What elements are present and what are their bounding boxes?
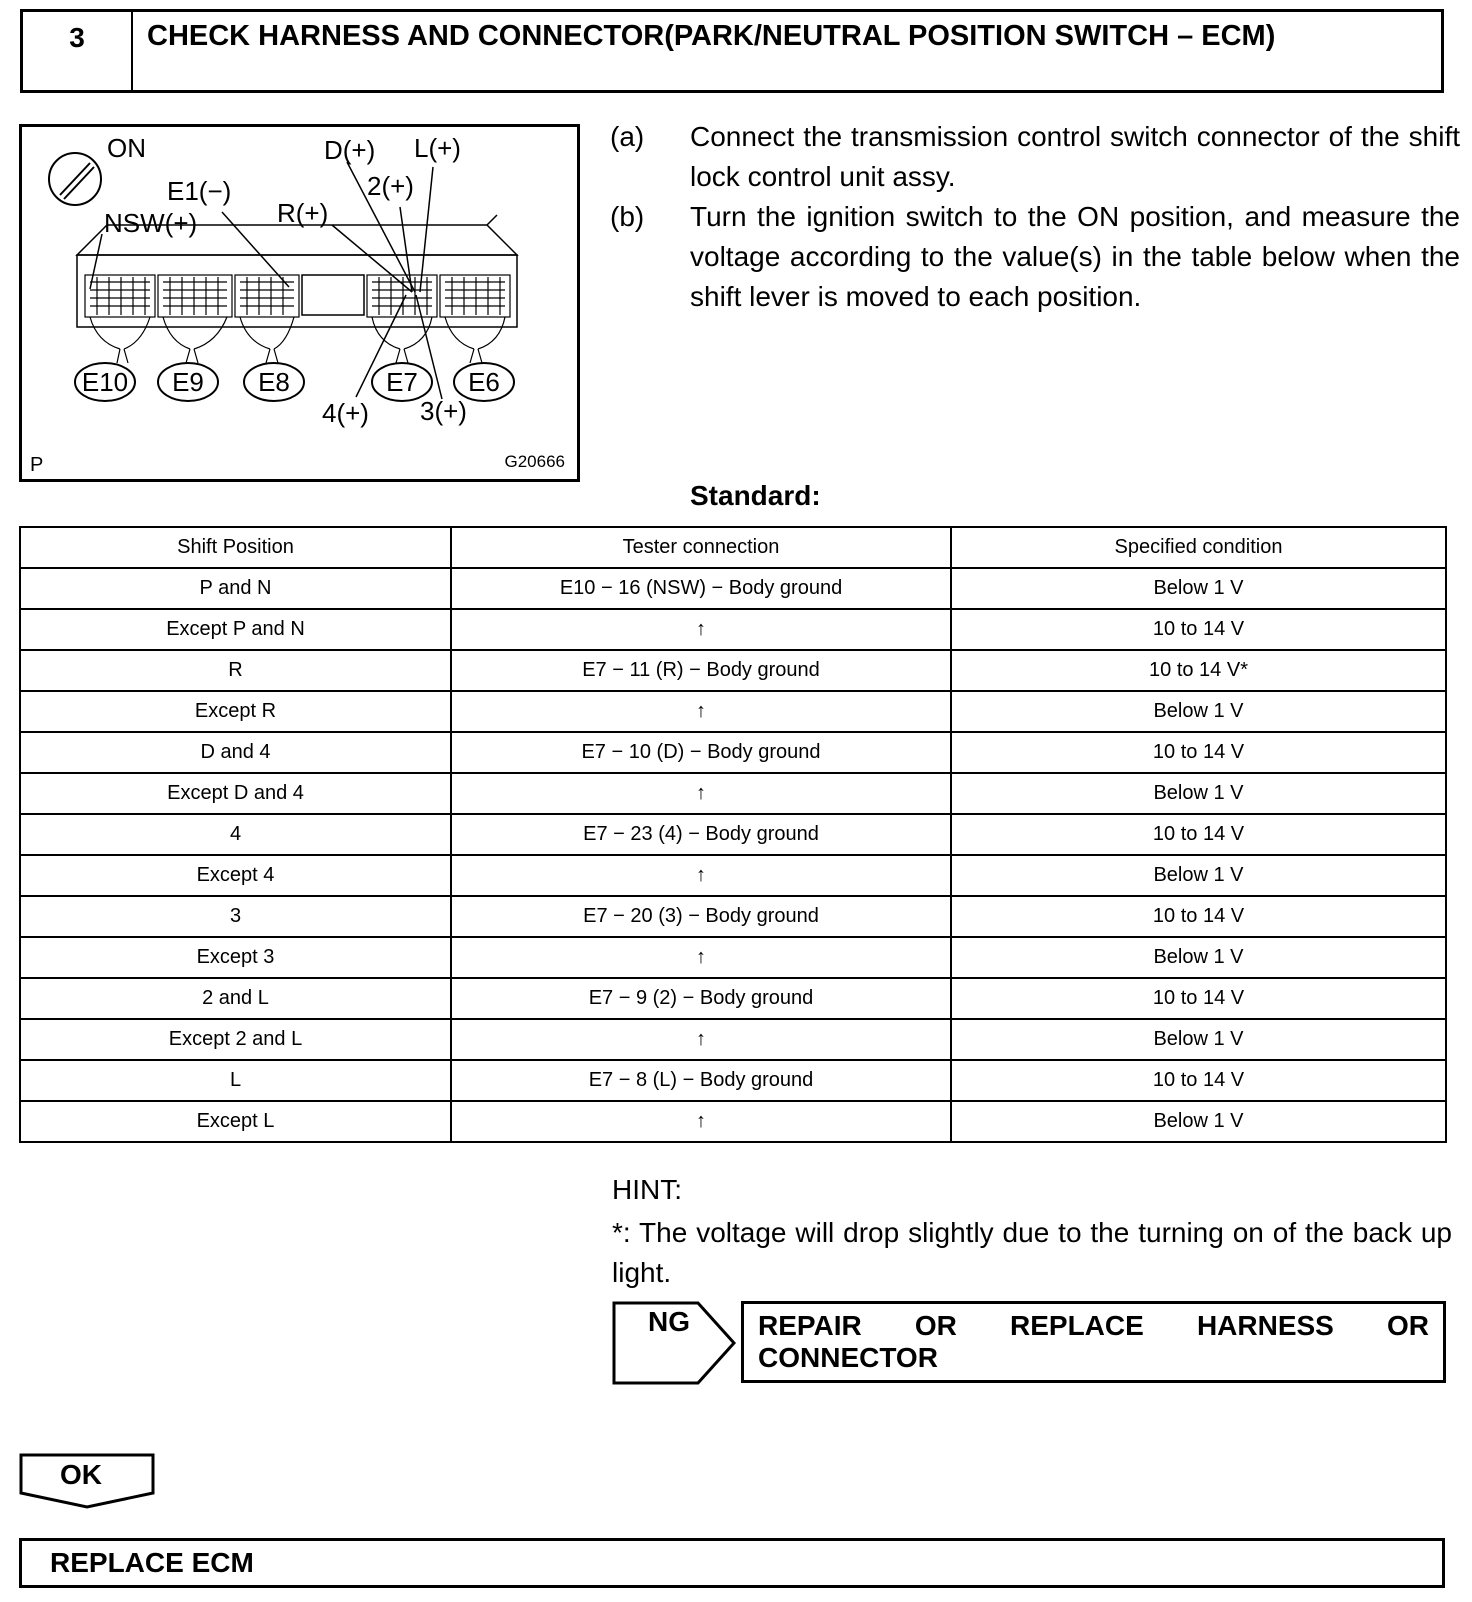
instruction-letter: (b) [610, 201, 645, 232]
table-row [20, 609, 1446, 650]
hint-text: *: The voltage will drop slightly due to the turning on of the back up light. [612, 1217, 1452, 1288]
instruction-text: Connect the transmission control switch connector of the shift lock control unit assy. [690, 121, 1460, 192]
table-row [20, 896, 1446, 937]
cell-tester-connection: ↑ [451, 609, 951, 650]
connector-blocks [85, 275, 510, 317]
table-row [20, 1101, 1446, 1142]
cell-specified-condition: 10 to 14 V [951, 1060, 1446, 1101]
figure-corner-label: P [30, 454, 44, 476]
cell-specified-condition: Below 1 V [951, 1019, 1446, 1060]
table-row [20, 978, 1446, 1019]
cell-tester-connection: ↑ [451, 855, 951, 896]
cell-tester-connection: E10 − 16 (NSW) − Body ground [451, 568, 951, 609]
ng-action-word: REPLACE [1010, 1310, 1144, 1341]
cell-specified-condition: 10 to 14 V [951, 814, 1446, 855]
connector-label-e9: E9 [172, 367, 204, 397]
cell-specified-condition: Below 1 V [951, 855, 1446, 896]
table-row [20, 937, 1446, 978]
cell-shift-position: Except 3 [20, 937, 451, 978]
ng-action-word: OR [914, 1310, 957, 1341]
cell-shift-position: 4 [20, 814, 451, 855]
cell-tester-connection: E7 − 9 (2) − Body ground [451, 978, 951, 1019]
connector-label-e10: E10 [81, 367, 129, 397]
cell-shift-position: Except D and 4 [20, 773, 451, 814]
cell-tester-connection: E7 − 10 (D) − Body ground [451, 732, 951, 773]
connector-label-e6: E6 [468, 367, 500, 397]
cell-shift-position: Except 4 [20, 855, 451, 896]
table-row [20, 732, 1446, 773]
figure-code: G20666 [504, 452, 565, 471]
step-header [20, 9, 1444, 93]
header-specified-condition: Specified condition [951, 527, 1446, 568]
table-row [20, 855, 1446, 896]
cell-shift-position: 3 [20, 896, 451, 937]
cell-shift-position: L [20, 1060, 451, 1101]
instruction-letter: (a) [610, 121, 645, 152]
connector-label-e8: E8 [258, 367, 290, 397]
ng-action-box [741, 1301, 1446, 1383]
cell-shift-position: R [20, 650, 451, 691]
ng-action-line1 [758, 1310, 1429, 1342]
ng-action-word: REPAIR [758, 1310, 862, 1341]
terminal-label-3: 3(+) [420, 396, 467, 426]
cell-specified-condition: 10 to 14 V* [951, 650, 1446, 691]
table-row [20, 773, 1446, 814]
cell-specified-condition: Below 1 V [951, 937, 1446, 978]
table-row [20, 1060, 1446, 1101]
cell-tester-connection: E7 − 20 (3) − Body ground [451, 896, 951, 937]
cell-tester-connection: E7 − 23 (4) − Body ground [451, 814, 951, 855]
header-tester-connection: Tester connection [451, 527, 951, 568]
ng-action-word: OR [1387, 1310, 1429, 1341]
cell-tester-connection: ↑ [451, 1101, 951, 1142]
cell-shift-position: Except P and N [20, 609, 451, 650]
step-number: 3 [23, 12, 133, 90]
spec-table [19, 526, 1447, 1143]
step-title: CHECK HARNESS AND CONNECTOR(PARK/NEUTRAL POSITION SWITCH – ECM) [147, 20, 1276, 52]
connector-diagram-drawing [22, 127, 577, 479]
terminal-label-2: 2(+) [367, 171, 414, 201]
terminal-label-nsw: NSW(+) [104, 208, 198, 238]
cell-tester-connection: E7 − 11 (R) − Body ground [451, 650, 951, 691]
cell-specified-condition: 10 to 14 V [951, 732, 1446, 773]
ng-action-line2: CONNECTOR [758, 1342, 938, 1373]
table-row [20, 1019, 1446, 1060]
table-row [20, 568, 1446, 609]
ng-action-word: HARNESS [1196, 1310, 1334, 1341]
cell-tester-connection: ↑ [451, 773, 951, 814]
cell-specified-condition: Below 1 V [951, 1101, 1446, 1142]
harness-wires [90, 317, 505, 363]
terminal-label-d: D(+) [324, 135, 376, 165]
connector-label-e7: E7 [386, 367, 418, 397]
instruction-text: Turn the ignition switch to the ON position, and measure the voltage according to the value(s) in the table below when the shift lever is moved to each position. [690, 201, 1460, 312]
cell-shift-position: Except R [20, 691, 451, 732]
terminal-label-l: L(+) [414, 133, 461, 163]
cell-specified-condition: 10 to 14 V [951, 978, 1446, 1019]
table-row [20, 814, 1446, 855]
cell-specified-condition: 10 to 14 V [951, 896, 1446, 937]
cell-specified-condition: Below 1 V [951, 691, 1446, 732]
cell-tester-connection: ↑ [451, 1019, 951, 1060]
cell-shift-position: Except L [20, 1101, 451, 1142]
table-header-row [20, 527, 1446, 568]
ok-label: OK [60, 1459, 102, 1490]
terminal-label-r: R(+) [277, 198, 329, 228]
cell-tester-connection: E7 − 8 (L) − Body ground [451, 1060, 951, 1101]
table-row [20, 691, 1446, 732]
cell-specified-condition: 10 to 14 V [951, 609, 1446, 650]
header-shift-position: Shift Position [20, 527, 451, 568]
cell-shift-position: P and N [20, 568, 451, 609]
hint-title: HINT: [612, 1174, 682, 1205]
ignition-switch-icon [49, 153, 101, 205]
cell-tester-connection: ↑ [451, 691, 951, 732]
table-row [20, 650, 1446, 691]
terminal-label-e1: E1(−) [167, 176, 232, 206]
standard-label: Standard: [690, 480, 821, 511]
terminal-label-4: 4(+) [322, 398, 369, 428]
ng-label: NG [648, 1306, 690, 1337]
cell-shift-position: 2 and L [20, 978, 451, 1019]
cell-tester-connection: ↑ [451, 937, 951, 978]
cell-specified-condition: Below 1 V [951, 773, 1446, 814]
connector-diagram [19, 124, 580, 482]
cell-shift-position: D and 4 [20, 732, 451, 773]
result-box: REPLACE ECM [19, 1538, 1445, 1588]
ignition-on-label: ON [107, 133, 146, 163]
cell-shift-position: Except 2 and L [20, 1019, 451, 1060]
cell-specified-condition: Below 1 V [951, 568, 1446, 609]
